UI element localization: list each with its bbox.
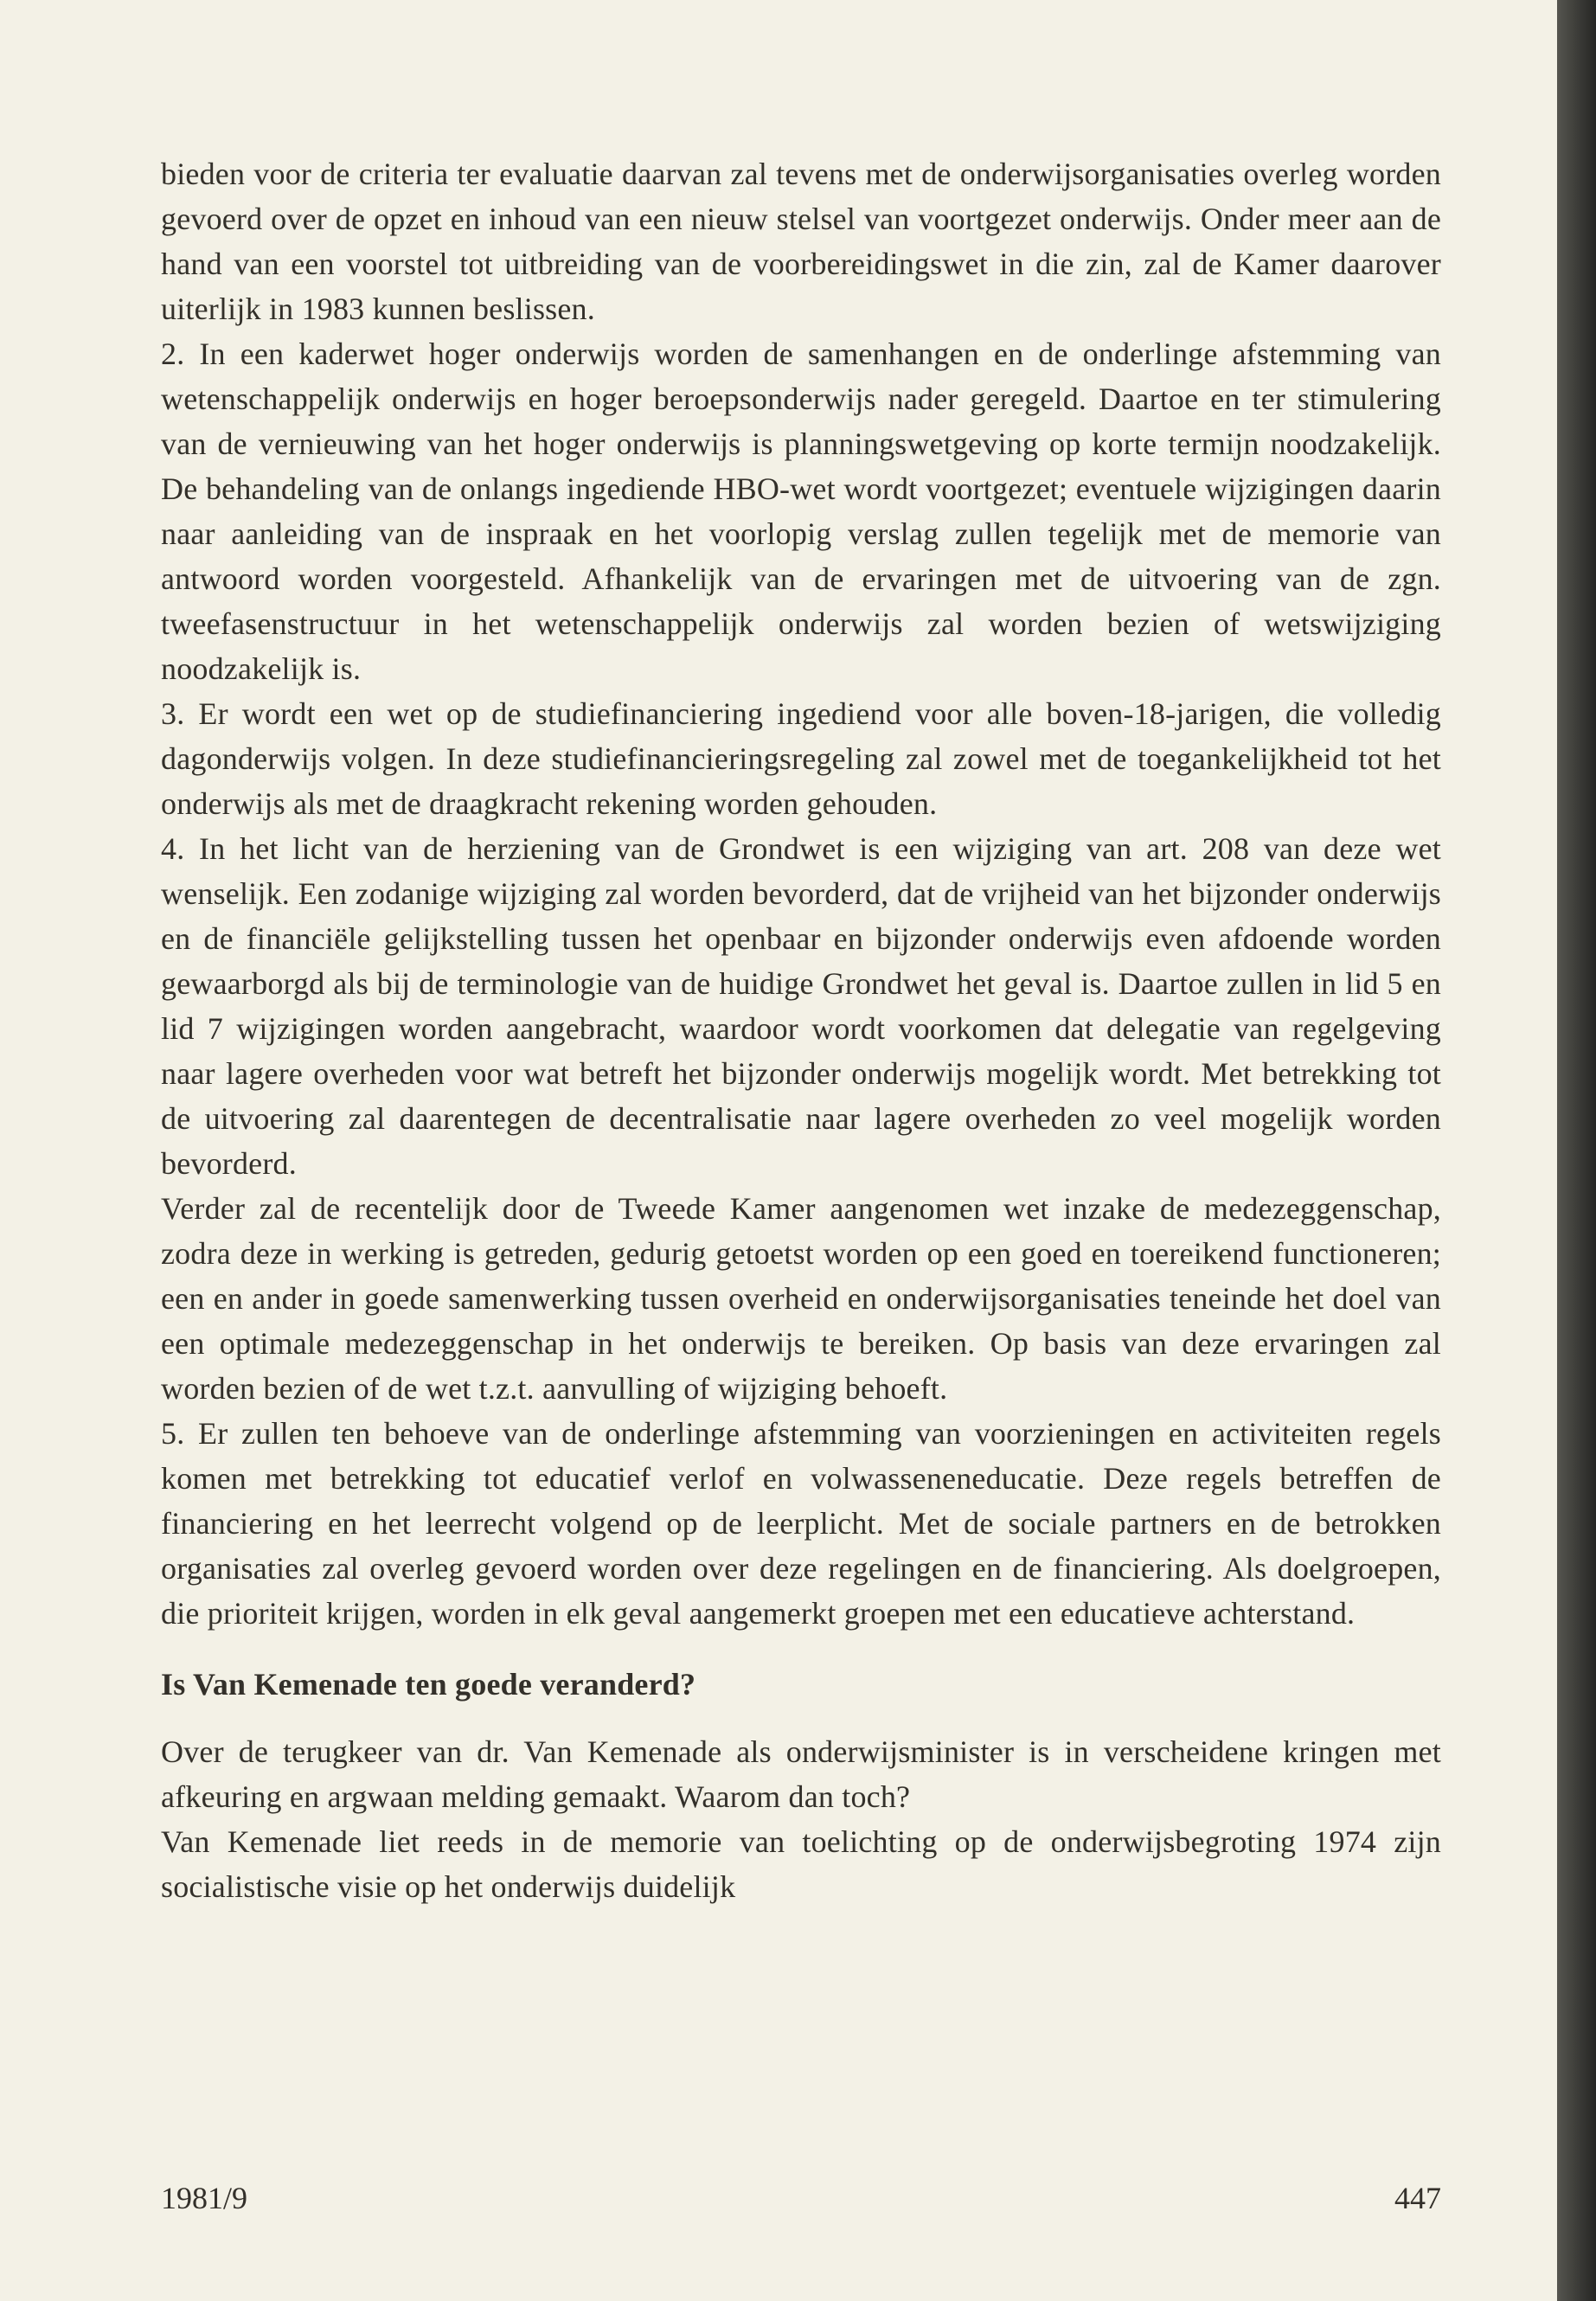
paragraph: 3. Er wordt een wet op de studiefinanciering ingediend voor alle boven-18-jarigen, die volledig dagonderwijs volgen. In deze studiefinancieringsregeling zal zowel met de toegankelijkheid tot het onderwijs als met de draagkracht rekening worden gehouden.	[161, 696, 1441, 821]
paragraph: Van Kemenade liet reeds in de memorie van toelichting op de onderwijsbegroting 1974 zijn socialistische visie op het onderwijs duidelijk	[161, 1824, 1441, 1904]
paragraph: Verder zal de recentelijk door de Tweede Kamer aangenomen wet inzake de medezeggenschap, zodra deze in werking is getreden, gedurig getoetst worden op een goed en toereikend functioneren; een en ander in goede samenwerking tussen overheid en onderwijsorganisaties teneinde het doel van een optimale medezeggenschap in het onderwijs te bereiken. Op basis van deze ervaringen zal worden bezien of de wet t.z.t. aanvulling of wijziging behoeft.	[161, 1191, 1441, 1406]
section-heading: Is Van Kemenade ten goede veranderd?	[161, 1667, 696, 1702]
body-text	[161, 151, 1441, 1909]
paragraph: 4. In het licht van de herziening van de Grondwet is een wijziging van art. 208 van deze wet wenselijk. Een zodanige wijziging zal worden bevorderd, dat de vrijheid van het bijzonder onderwijs en de financiële gelijkstelling tussen het openbaar en bijzonder onderwijs even afdoende worden gewaarborgd als bij de terminologie van de huidige Grondwet het geval is. Daartoe zullen in lid 5 en lid 7 wijzigingen worden aangebracht, waardoor wordt voorkomen dat delegatie van regelgeving naar lagere overheden voor wat betreft het bijzonder onderwijs mogelijk wordt. Met betrekking tot de uitvoering zal daarentegen de decentralisatie naar lagere overheden zo veel mogelijk worden bevorderd.	[161, 831, 1441, 1181]
issue-number: 1981/9	[161, 2181, 248, 2215]
paragraph: 2. In een kaderwet hoger onderwijs worden de samenhangen en de onderlinge afstemming van wetenschappelijk onderwijs en hoger beroepsonderwijs nader geregeld. Daartoe en ter stimulering van de vernieuwing van het hoger onderwijs is planningswetgeving op korte termijn noodzakelijk. De behandeling van de onlangs ingediende HBO-wet wordt voortgezet; eventuele wijzigingen daarin naar aanleiding van de inspraak en het voorlopig verslag zullen tegelijk met de memorie van antwoord worden voorgesteld. Afhankelijk van de ervaringen met de uitvoering van de zgn. tweefasenstructuur in het wetenschappelijk onderwijs zal worden bezien of wetswijziging noodzakelijk is.	[161, 336, 1441, 686]
paragraph: 5. Er zullen ten behoeve van de onderlinge afstemming van voorzieningen en activiteiten regels komen met betrekking tot educatief verlof en volwasseneneducatie. Deze regels betreffen de financiering en het leerrecht volgend op de leerplicht. Met de sociale partners en de betrokken organisaties zal overleg gevoerd worden over deze regelingen en de financiering. Als doelgroepen, die prioriteit krijgen, worden in elk geval aangemerkt groepen met een educatieve achterstand.	[161, 1416, 1441, 1631]
paragraph: bieden voor de criteria ter evaluatie daarvan zal tevens met de onderwijsorganisaties overleg worden gevoerd over de opzet en inhoud van een nieuw stelsel van voortgezet onderwijs. Onder meer aan de hand van een voorstel tot uitbreiding van de voorbereidingswet in die zin, zal de Kamer daarover uiterlijk in 1983 kunnen beslissen.	[161, 157, 1441, 326]
page-edge	[1557, 0, 1596, 2301]
page-number: 447	[1394, 2181, 1441, 2215]
paragraph: Over de terugkeer van dr. Van Kemenade als onderwijsminister is in verscheidene kringen met afkeuring en argwaan melding gemaakt. Waarom dan toch?	[161, 1734, 1441, 1814]
